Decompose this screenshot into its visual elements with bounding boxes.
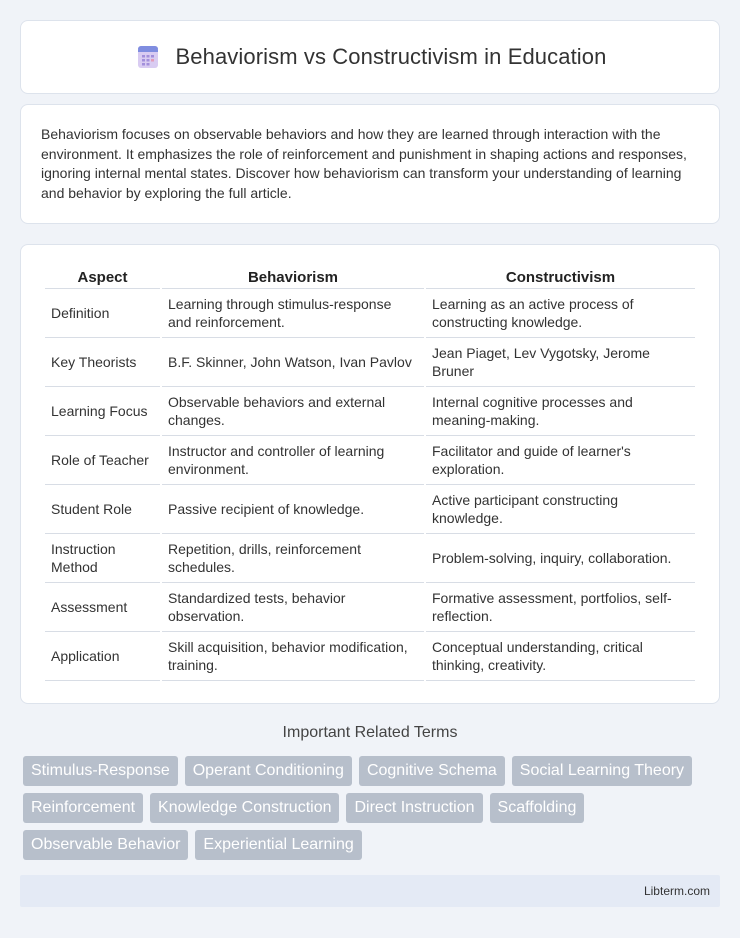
cell-aspect: Assessment xyxy=(45,583,160,632)
table-row xyxy=(45,436,695,485)
term-tag[interactable]: Experiential Learning xyxy=(195,830,361,860)
header-aspect: Aspect xyxy=(45,265,160,289)
footer-site-link[interactable]: Libterm.com xyxy=(643,884,710,898)
title-wrap xyxy=(134,43,607,71)
cell-aspect: Student Role xyxy=(45,485,160,534)
table-row xyxy=(45,387,695,436)
term-tag[interactable]: Cognitive Schema xyxy=(359,756,505,786)
page-title: Behaviorism vs Constructivism in Education xyxy=(175,44,607,69)
cell-constructivism: Facilitator and guide of learner's exploration. xyxy=(426,436,695,485)
term-tag[interactable]: Operant Conditioning xyxy=(185,756,352,786)
term-tag[interactable]: Reinforcement xyxy=(23,793,143,823)
cell-constructivism: Internal cognitive processes and meaning-making. xyxy=(426,387,695,436)
cell-constructivism: Formative assessment, portfolios, self-reflection. xyxy=(426,583,695,632)
cell-behaviorism: Observable behaviors and external changes. xyxy=(162,387,424,436)
cell-constructivism: Learning as an active process of constructing knowledge. xyxy=(426,289,695,338)
table-row xyxy=(45,632,695,681)
cell-aspect: Key Theorists xyxy=(45,338,160,387)
term-tag[interactable]: Direct Instruction xyxy=(346,793,482,823)
cell-constructivism: Problem-solving, inquiry, collaboration. xyxy=(426,534,695,583)
cell-constructivism: Active participant constructing knowledge. xyxy=(426,485,695,534)
cell-aspect: Definition xyxy=(45,289,160,338)
table-row xyxy=(45,338,695,387)
term-tag[interactable]: Social Learning Theory xyxy=(512,756,692,786)
cell-behaviorism: Repetition, drills, reinforcement schedules. xyxy=(162,534,424,583)
cell-behaviorism: Passive recipient of knowledge. xyxy=(162,485,424,534)
cell-aspect: Instruction Method xyxy=(45,534,160,583)
comparison-card xyxy=(20,244,720,704)
cell-aspect: Learning Focus xyxy=(45,387,160,436)
intro-paragraph: Behaviorism focuses on observable behaviors and how they are learned through interaction with the environment. It emphasizes the role of reinforcement and punishment in shaping actions and responses, ignoring internal mental states. Discover how behaviorism can transform your understanding of learning and behavior by exploring the full article. xyxy=(41,126,687,201)
header-behaviorism: Behaviorism xyxy=(162,265,424,289)
table-row xyxy=(45,485,695,534)
term-tag[interactable]: Observable Behavior xyxy=(23,830,188,860)
comparison-table xyxy=(43,265,697,681)
document-icon xyxy=(134,43,162,71)
cell-constructivism: Conceptual understanding, critical thinking, creativity. xyxy=(426,632,695,681)
cell-constructivism: Jean Piaget, Lev Vygotsky, Jerome Bruner xyxy=(426,338,695,387)
cell-behaviorism: Learning through stimulus-response and reinforcement. xyxy=(162,289,424,338)
related-terms-list xyxy=(23,756,723,860)
cell-behaviorism: B.F. Skinner, John Watson, Ivan Pavlov xyxy=(162,338,424,387)
cell-aspect: Role of Teacher xyxy=(45,436,160,485)
term-tag[interactable]: Knowledge Construction xyxy=(150,793,339,823)
cell-behaviorism: Standardized tests, behavior observation. xyxy=(162,583,424,632)
table-row xyxy=(45,583,695,632)
table-row xyxy=(45,289,695,338)
cell-behaviorism: Instructor and controller of learning environment. xyxy=(162,436,424,485)
intro-card xyxy=(20,104,720,224)
term-tag[interactable]: Scaffolding xyxy=(490,793,585,823)
title-card xyxy=(20,20,720,94)
header-constructivism: Constructivism xyxy=(426,265,695,289)
related-terms-heading: Important Related Terms xyxy=(282,724,458,741)
cell-behaviorism: Skill acquisition, behavior modification, training. xyxy=(162,632,424,681)
table-header-row xyxy=(45,265,695,289)
term-tag[interactable]: Stimulus-Response xyxy=(23,756,178,786)
footer xyxy=(20,875,720,907)
cell-aspect: Application xyxy=(45,632,160,681)
table-row xyxy=(45,534,695,583)
